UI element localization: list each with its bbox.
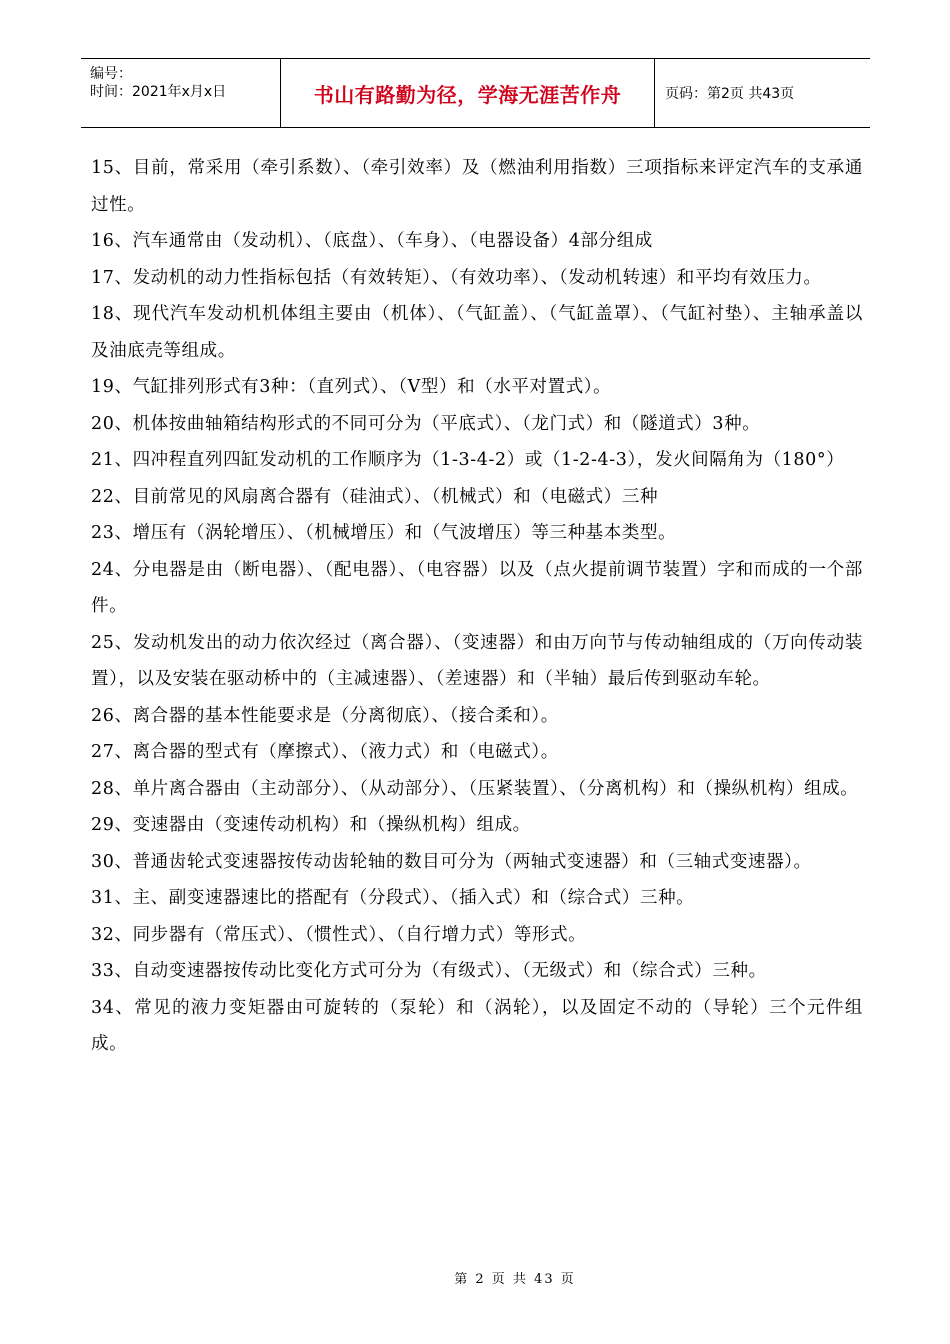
header-info-cell xyxy=(81,59,281,127)
page-info-cell xyxy=(655,59,870,127)
question-19: 19、气缸排列形式有3种：（直列式）、（V型）和（水平对置式）。 xyxy=(91,377,612,397)
page-header xyxy=(81,58,870,128)
page-footer xyxy=(0,1268,950,1287)
question-31: 31、主、副变速器速比的搭配有（分段式）、（插入式）和（综合式）三种。 xyxy=(91,888,695,908)
question-16: 16、汽车通常由（发动机）、（底盘）、（车身）、（电器设备）4部分组成 xyxy=(91,231,653,251)
question-30: 30、普通齿轮式变速器按传动齿轮轴的数目可分为（两轴式变速器）和（三轴式变速器）。 xyxy=(91,851,812,872)
question-27: 27、离合器的型式有（摩擦式）、（液力式）和（电磁式）。 xyxy=(91,742,559,762)
question-17: 17、发动机的动力性指标包括（有效转矩）、（有效功率）、（发动机转速）和平均有效压力。 xyxy=(91,267,822,288)
question-33: 33、自动变速器按传动比变化方式可分为（有级式）、（无级式）和（综合式）三种。 xyxy=(91,961,767,981)
question-22: 22、目前常见的风扇离合器有（硅油式）、（机械式）和（电磁式）三种 xyxy=(91,486,659,507)
page-info-text: 页码：第2页 共43页 xyxy=(665,86,795,102)
question-34: 34、常见的液力变矩器由可旋转的（泵轮）和（涡轮），以及固定不动的（导轮）三个元件组成。 xyxy=(91,997,863,1054)
time-label: 时间：2021年x月x日 xyxy=(90,84,227,100)
question-28: 28、单片离合器由（主动部分）、（从动部分）、（压紧装置）、（分离机构）和（操纵机构）组成。 xyxy=(91,778,859,799)
question-32: 32、同步器有（常压式）、（惯性式）、（自行增力式）等形式。 xyxy=(91,924,587,945)
question-20: 20、机体按曲轴箱结构形式的不同可分为（平底式）、（龙门式）和（隧道式）3种。 xyxy=(91,413,761,434)
question-18: 18、现代汽车发动机机体组主要由（机体）、（气缸盖）、（气缸盖罩）、（气缸衬垫）、主轴承盖以及油底壳等组成。 xyxy=(91,304,863,361)
question-26: 26、离合器的基本性能要求是（分离彻底）、（接合柔和）。 xyxy=(91,705,559,726)
question-list xyxy=(91,150,863,1063)
motto-text: 书山有路勤为径，学海无涯苦作舟 xyxy=(313,82,622,107)
motto-cell xyxy=(281,59,655,127)
question-24: 24、分电器是由（断电器）、（配电器）、（电容器）以及（点火提前调节装置）字和而成的一个部件。 xyxy=(91,559,863,616)
question-29: 29、变速器由（变速传动机构）和（操纵机构）组成。 xyxy=(91,815,531,835)
question-25: 25、发动机发出的动力依次经过（离合器）、（变速器）和由万向节与传动轴组成的（万向传动装置），以及安装在驱动桥中的（主减速器）、（差速器）和（半轴）最后传到驱动车轮。 xyxy=(91,632,863,689)
question-23: 23、增压有（涡轮增压）、（机械增压）和（气波增压）等三种基本类型。 xyxy=(91,523,677,543)
question-21: 21、四冲程直列四缸发动机的工作顺序为（1-3-4-2）或（1-2-4-3），发火间隔角为（180°） xyxy=(91,450,845,470)
footer-page-number: 第 2 页 共 43 页 xyxy=(454,1272,576,1287)
question-15: 15、目前，常采用（牵引系数）、（牵引效率）及（燃油利用指数）三项指标来评定汽车的支承通过性。 xyxy=(91,158,863,215)
code-label: 编号： xyxy=(90,66,132,82)
